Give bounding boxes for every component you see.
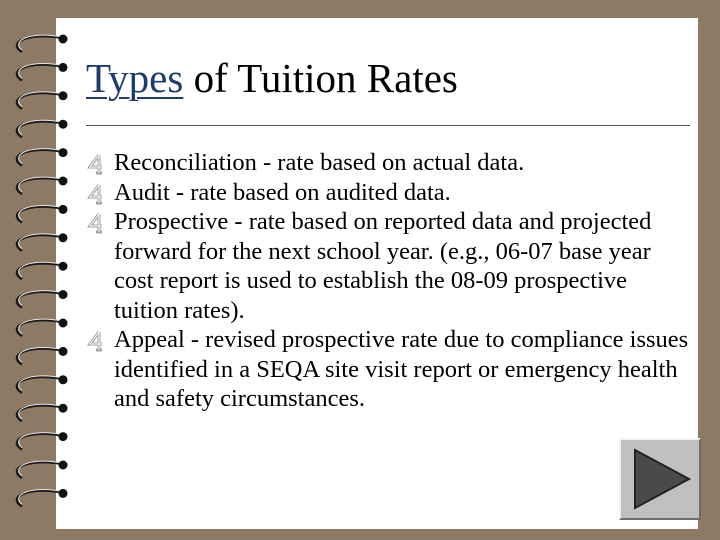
play-triangle-icon — [621, 440, 699, 518]
binding-hole — [59, 404, 68, 413]
title-rest: of Tuition Rates — [183, 55, 458, 101]
bullet-item-prospective — [86, 207, 696, 325]
numeral-four-icon — [86, 153, 108, 175]
binding-hole — [59, 233, 68, 242]
title-link[interactable]: Types — [86, 55, 184, 101]
slide-title — [86, 55, 458, 101]
numeral-four-icon — [86, 183, 108, 205]
next-slide-button[interactable] — [619, 438, 701, 520]
binding-hole — [59, 375, 68, 384]
binding-hole — [59, 432, 68, 441]
bullet-text: Audit - rate based on audited data. — [114, 178, 451, 206]
binding-hole — [59, 319, 68, 328]
binding-hole — [59, 347, 68, 356]
binding-hole — [59, 63, 68, 72]
spiral-binding — [0, 18, 80, 518]
bullet-list — [86, 148, 696, 414]
binding-hole — [59, 205, 68, 214]
binding-hole — [59, 177, 68, 186]
binding-hole — [59, 120, 68, 129]
binding-hole — [59, 290, 68, 299]
binding-hole — [59, 35, 68, 44]
title-divider — [86, 125, 690, 126]
numeral-four-icon — [86, 330, 108, 352]
numeral-four-icon — [86, 212, 108, 234]
bullet-text: Reconciliation - rate based on actual data. — [114, 149, 525, 176]
bullet-item-appeal — [86, 325, 696, 414]
bullet-item-reconciliation — [86, 148, 696, 178]
binding-hole — [59, 489, 68, 498]
binding-hole — [59, 148, 68, 157]
bullet-text: Prospective - rate based on reported data and projected forward for the next school year. (e.g., 06-07 base year cost report is used to establish the 08-09 prospective tuition rates). — [114, 208, 652, 324]
binding-hole — [59, 461, 68, 470]
binding-hole — [59, 262, 68, 271]
binding-hole — [59, 91, 68, 100]
bullet-item-audit — [86, 178, 696, 208]
bullet-text: Appeal - revised prospective rate due to compliance issues identified in a SEQA site visit report or emergency health and safety circumstances. — [114, 326, 689, 412]
